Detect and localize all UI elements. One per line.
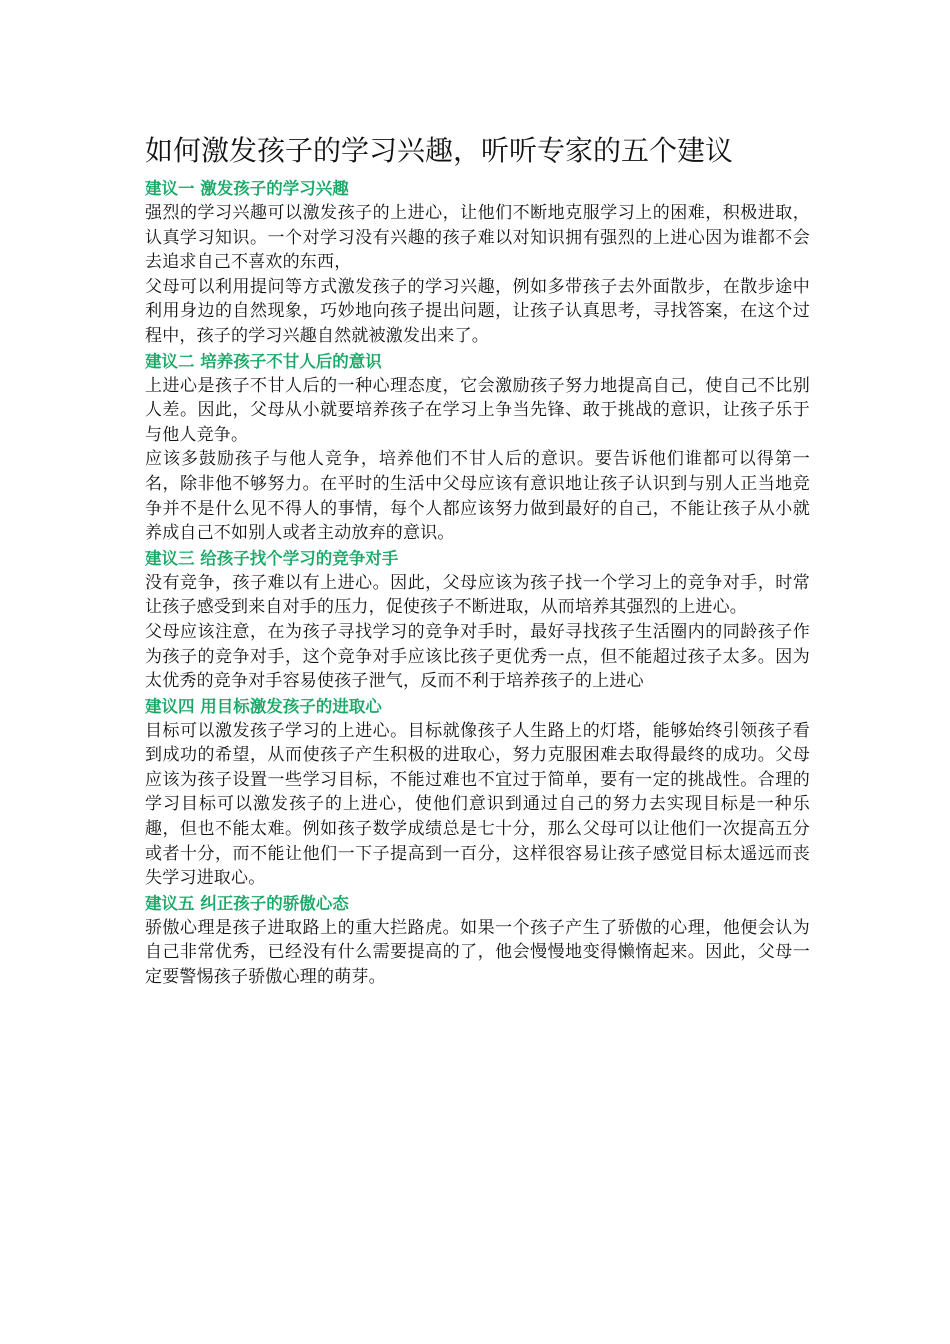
section-paragraph: 目标可以激发孩子学习的上进心。目标就像孩子人生路上的灯塔，能够始终引领孩子看到成功的希望，从而使孩子产生积极的进取心，努力克服困难去取得最终的成功。父母应该为孩子设置一些学习目标，不能过难也不宜过于简单，要有一定的挑战性。合理的学习目标可以激发孩子的上进心，使他们意识到通过自己的努力去实现目标是一种乐趣，但也不能太难。例如孩子数学成绩总是七十分，那么父母可以让他们一次提高五分或者十分，而不能让他们一下子提高到一百分，这样很容易让孩子感觉目标太遥远而丧失学习进取心。 [145,720,810,889]
section-heading: 建议二 培养孩子不甘人后的意识 [145,351,382,371]
section-5 [145,891,810,990]
section-4 [145,694,810,891]
section-heading: 建议五 纠正孩子的骄傲心态 [145,893,349,913]
section-2 [145,349,810,546]
section-paragraph: 骄傲心理是孩子进取路上的重大拦路虎。如果一个孩子产生了骄傲的心理，他便会认为自己非常优秀，已经没有什么需要提高的了，他会慢慢地变得懒惰起来。因此，父母一定要警惕孩子骄傲心理的萌芽。 [145,917,810,988]
section-paragraph: 没有竞争，孩子难以有上进心。因此，父母应该为孩子找一个学习上的竞争对手，时常让孩子感受到来自对手的压力，促使孩子不断进取，从而培养其强烈的上进心。 [145,572,810,618]
document-content [145,130,810,990]
section-paragraph: 父母应该注意，在为孩子寻找学习的竞争对手时，最好寻找孩子生活圈内的同龄孩子作为孩子的竞争对手，这个竞争对手应该比孩子更优秀一点，但不能超过孩子太多。因为太优秀的竞争对手容易使孩子泄气，反而不利于培养孩子的上进心 [145,621,810,692]
section-heading: 建议四 用目标激发孩子的进取心 [145,696,382,716]
section-heading: 建议三 给孩子找个学习的竞争对手 [145,548,399,568]
section-3 [145,546,810,694]
document-title: 如何激发孩子的学习兴趣，听听专家的五个建议 [145,134,734,167]
section-paragraph: 父母可以利用提问等方式激发孩子的学习兴趣，例如多带孩子去外面散步，在散步途中利用身边的自然现象，巧妙地向孩子提出问题，让孩子认真思考，寻找答案，在这个过程中，孩子的学习兴趣自然就被激发出来了。 [145,276,810,346]
section-heading: 建议一 激发孩子的学习兴趣 [145,179,349,198]
section-paragraph: 上进心是孩子不甘人后的一种心理态度，它会激励孩子努力地提高自己，使自己不比别人差。因此，父母从小就要培养孩子在学习上争当先锋、敢于挑战的意识，让孩子乐于与他人竞争。 [145,375,810,445]
section-paragraph: 应该多鼓励孩子与他人竞争，培养他们不甘人后的意识。要告诉他们谁都可以得第一名，除非他不够努力。在平时的生活中父母应该有意识地让孩子认识到与别人正当地竞争并不是什么见不得人的事情，每个人都应该努力做到最好的自己，不能让孩子从小就养成自己不如别人或者主动放弃的意识。 [145,449,810,544]
section-1 [145,176,810,349]
section-paragraph: 强烈的学习兴趣可以激发孩子的上进心，让他们不断地克服学习上的困难，积极进取，认真学习知识。一个对学习没有兴趣的孩子难以对知识拥有强烈的上进心因为谁都不会去追求自己不喜欢的东西， [145,203,810,273]
